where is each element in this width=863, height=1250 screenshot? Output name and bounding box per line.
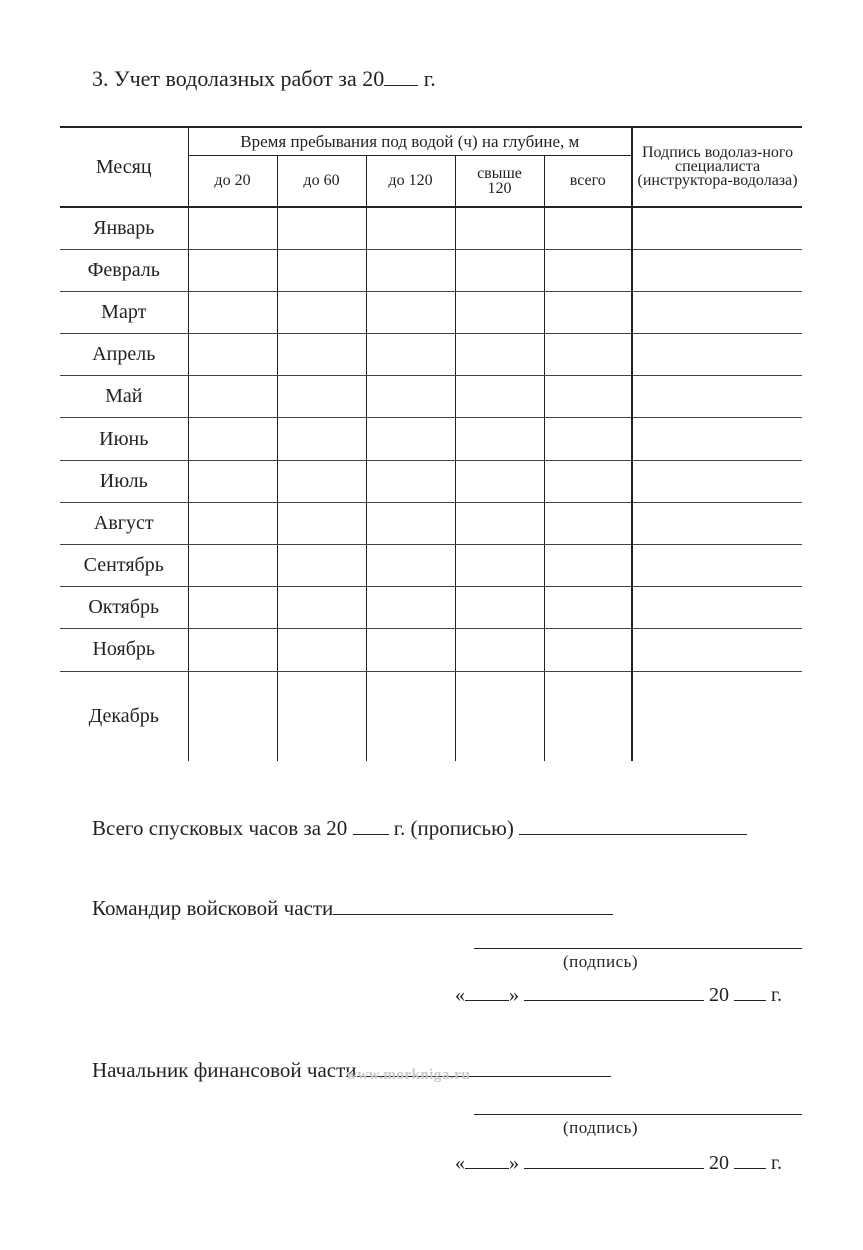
hours-cell[interactable]	[277, 545, 366, 587]
hours-cell[interactable]	[277, 249, 366, 291]
hours-cell[interactable]	[544, 460, 632, 502]
year-blank[interactable]	[734, 1150, 766, 1169]
table-row	[60, 671, 802, 761]
watermark: www.morkniga.ru	[346, 1067, 471, 1083]
hours-cell[interactable]	[366, 334, 455, 376]
depth-column-header: всего	[544, 155, 632, 207]
hours-cell[interactable]	[277, 418, 366, 460]
hours-cell[interactable]	[455, 291, 544, 333]
hours-cell[interactable]	[366, 502, 455, 544]
hours-cell[interactable]	[544, 545, 632, 587]
hours-cell[interactable]	[455, 545, 544, 587]
hours-cell[interactable]	[366, 587, 455, 629]
depth-column-header: до 120	[366, 155, 455, 207]
hours-cell[interactable]	[455, 334, 544, 376]
month-name: Декабрь	[88, 704, 159, 727]
depth-column-header: свыше 120	[455, 155, 544, 207]
hours-cell[interactable]	[277, 291, 366, 333]
date-open-quote: «	[455, 1152, 465, 1174]
signature-cell[interactable]	[632, 460, 802, 502]
month-name: Февраль	[60, 249, 188, 291]
month-name: Май	[60, 376, 188, 418]
finance-label: Начальник финансовой части	[92, 1058, 357, 1082]
hours-cell[interactable]	[366, 376, 455, 418]
total-words-blank[interactable]	[519, 816, 747, 835]
table-row	[60, 629, 802, 671]
month-header: Месяц	[60, 127, 188, 207]
total-hours-line	[92, 816, 747, 841]
hours-cell[interactable]	[188, 587, 277, 629]
signature-cell[interactable]	[632, 249, 802, 291]
hours-cell[interactable]	[277, 376, 366, 418]
signature-cell[interactable]	[632, 207, 802, 249]
dive-log-table	[60, 126, 802, 761]
hours-cell[interactable]	[455, 587, 544, 629]
year-blank[interactable]	[384, 67, 418, 86]
signature-cell[interactable]	[632, 502, 802, 544]
hours-cell[interactable]	[277, 629, 366, 671]
hours-cell[interactable]	[455, 671, 544, 761]
hours-cell[interactable]	[366, 249, 455, 291]
hours-cell[interactable]	[366, 291, 455, 333]
table-row	[60, 502, 802, 544]
year-suffix: г.	[771, 1152, 782, 1174]
signature-cell[interactable]	[632, 671, 802, 761]
hours-cell[interactable]	[455, 460, 544, 502]
day-blank[interactable]	[465, 1150, 509, 1169]
signature-cell[interactable]	[632, 334, 802, 376]
hours-cell[interactable]	[277, 334, 366, 376]
signature-cell[interactable]	[632, 545, 802, 587]
commander-line	[92, 896, 613, 921]
table-row	[60, 545, 802, 587]
hours-cell[interactable]	[455, 376, 544, 418]
date-close-quote: »	[509, 1152, 519, 1174]
hours-cell[interactable]	[544, 334, 632, 376]
hours-cell[interactable]	[455, 502, 544, 544]
hours-cell[interactable]	[277, 207, 366, 249]
hours-cell[interactable]	[366, 460, 455, 502]
month-name: Январь	[60, 207, 188, 249]
hours-cell[interactable]	[544, 291, 632, 333]
hours-cell[interactable]	[366, 418, 455, 460]
signature-cell[interactable]	[632, 418, 802, 460]
hours-cell[interactable]	[455, 629, 544, 671]
hours-cell[interactable]	[188, 671, 277, 761]
signature-cell[interactable]	[632, 629, 802, 671]
table-row	[60, 249, 802, 291]
commander-name-blank[interactable]	[333, 896, 613, 915]
month-name: Апрель	[60, 334, 188, 376]
hours-cell[interactable]	[544, 418, 632, 460]
month-name: Октябрь	[60, 587, 188, 629]
hours-cell[interactable]	[188, 291, 277, 333]
hours-cell[interactable]	[188, 334, 277, 376]
title-prefix: 3. Учет водолазных работ за 20	[92, 66, 385, 91]
day-blank[interactable]	[465, 982, 509, 1001]
table-row	[60, 207, 802, 249]
hours-cell[interactable]	[277, 671, 366, 761]
hours-cell[interactable]	[544, 376, 632, 418]
table-row	[60, 334, 802, 376]
finance-signature-caption: (подпись)	[563, 1118, 639, 1137]
month-blank[interactable]	[524, 1150, 704, 1169]
hours-cell[interactable]	[277, 460, 366, 502]
year-blank[interactable]	[734, 982, 766, 1001]
hours-cell[interactable]	[188, 418, 277, 460]
hours-cell[interactable]	[188, 629, 277, 671]
year-suffix: г.	[771, 984, 782, 1006]
table-row	[60, 376, 802, 418]
depth-column-header: до 20	[188, 155, 277, 207]
total-year-blank[interactable]	[353, 816, 389, 835]
month-name: Март	[60, 291, 188, 333]
month-name: Август	[60, 502, 188, 544]
date-close-quote: »	[509, 984, 519, 1006]
table-row	[60, 418, 802, 460]
date-open-quote: «	[455, 984, 465, 1006]
total-prefix: Всего спусковых часов за 20	[92, 816, 348, 840]
hours-cell[interactable]	[277, 502, 366, 544]
hours-cell[interactable]	[188, 376, 277, 418]
hours-cell[interactable]	[366, 671, 455, 761]
hours-cell[interactable]	[366, 207, 455, 249]
hours-cell[interactable]	[188, 460, 277, 502]
month-name: Ноябрь	[60, 629, 188, 671]
form-title	[92, 66, 436, 92]
depth-column-header: до 60	[277, 155, 366, 207]
hours-cell[interactable]	[544, 629, 632, 671]
month-name: Июль	[60, 460, 188, 502]
commander-label: Командир войсковой части	[92, 896, 334, 920]
commander-date-row	[455, 982, 782, 1007]
hours-cell[interactable]	[188, 207, 277, 249]
title-suffix: г.	[423, 66, 436, 91]
table-row	[60, 291, 802, 333]
hours-cell[interactable]	[188, 545, 277, 587]
signature-cell[interactable]	[632, 376, 802, 418]
table-row	[60, 587, 802, 629]
hours-cell[interactable]	[544, 587, 632, 629]
hours-cell[interactable]	[277, 587, 366, 629]
hours-cell[interactable]	[544, 502, 632, 544]
hours-cell[interactable]	[188, 249, 277, 291]
hours-cell[interactable]	[544, 249, 632, 291]
hours-cell[interactable]	[544, 207, 632, 249]
signature-header: Подпись водолаз-ного специалиста (инструктора-водолаза)	[632, 127, 802, 207]
hours-cell[interactable]	[455, 418, 544, 460]
year-prefix: 20	[709, 984, 729, 1006]
total-suffix: г. (прописью)	[393, 816, 514, 840]
month-blank[interactable]	[524, 982, 704, 1001]
hours-cell[interactable]	[544, 671, 632, 761]
commander-signature-caption: (подпись)	[563, 952, 639, 971]
hours-cell[interactable]	[188, 502, 277, 544]
hours-cell[interactable]	[366, 629, 455, 671]
finance-date-row	[455, 1150, 782, 1175]
month-name: Июнь	[60, 418, 188, 460]
signature-cell[interactable]	[632, 291, 802, 333]
commander-signature-line[interactable]	[474, 948, 802, 949]
month-name: Сентябрь	[60, 545, 188, 587]
year-prefix: 20	[709, 1152, 729, 1174]
hours-cell[interactable]	[455, 207, 544, 249]
hours-cell[interactable]	[366, 545, 455, 587]
hours-cell[interactable]	[455, 249, 544, 291]
signature-cell[interactable]	[632, 587, 802, 629]
depth-time-header: Время пребывания под водой (ч) на глубине, м	[188, 127, 632, 155]
finance-signature-line[interactable]	[474, 1114, 802, 1115]
table-row	[60, 460, 802, 502]
